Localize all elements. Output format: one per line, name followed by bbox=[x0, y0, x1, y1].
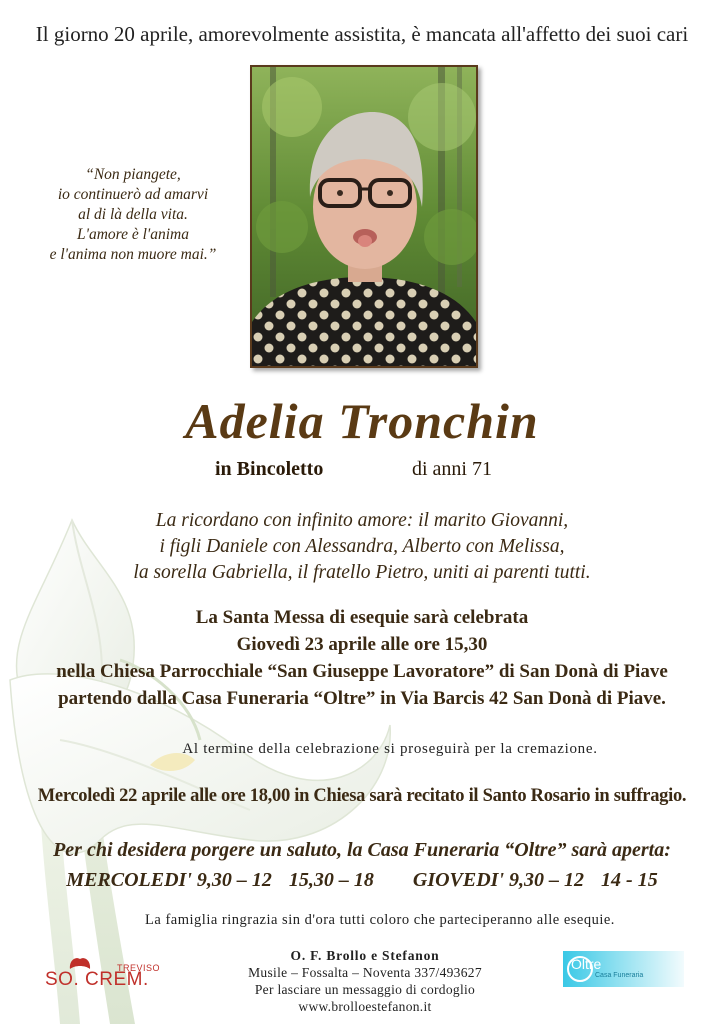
schedule-item: MERCOLEDI' 9,30 – 12 bbox=[66, 869, 272, 891]
mass-line: La Santa Messa di esequie sarà celebrata bbox=[195, 607, 529, 628]
quote-line: “Non piangete, bbox=[85, 166, 181, 183]
memorial-quote bbox=[38, 165, 228, 265]
quote-line: io continuerò ad amarvi bbox=[57, 186, 209, 203]
mourners-line: i figli Daniele con Alessandra, Alberto con Melissa, bbox=[159, 536, 565, 557]
family-thanks: La famiglia ringrazia sin d'ora tutti coloro che parteciperanno alle esequie. bbox=[145, 912, 615, 928]
cremation-note: Al termine della celebrazione si proseguirà per la cremazione. bbox=[182, 741, 598, 757]
schedule-item: GIOVEDI' 9,30 – 12 bbox=[412, 869, 585, 891]
oltre-logo bbox=[563, 951, 684, 987]
schedule-item: 15,30 – 18 bbox=[288, 869, 374, 891]
visiting-schedule bbox=[0, 865, 724, 895]
rosary-note: Mercoledì 22 aprile alle ore 18,00 in Chiesa sarà recitato il Santo Rosario in suffragio. bbox=[37, 786, 687, 806]
quote-line: al di là della vita. bbox=[78, 206, 188, 223]
schedule-item: 14 - 15 bbox=[601, 869, 658, 891]
quote-line: e l'anima non muore mai.” bbox=[49, 246, 217, 263]
mass-line: nella Chiesa Parrocchiale “San Giuseppe Lavoratore” di San Donà di Piave bbox=[56, 661, 668, 682]
death-announcement: Il giorno 20 aprile, amorevolmente assistita, è mancata all'affetto dei suoi cari bbox=[35, 22, 689, 46]
funeral-mass-info bbox=[0, 604, 724, 712]
visiting-hours bbox=[0, 835, 724, 895]
married-name: in Bincoletto bbox=[215, 458, 324, 480]
portrait-frame bbox=[250, 65, 478, 368]
oltre-subtitle: Casa Funeraria bbox=[595, 972, 644, 979]
funeral-home-info bbox=[215, 947, 515, 1015]
visiting-intro: Per chi desidera porgere un saluto, la Casa Funeraria “Oltre” sarà aperta: bbox=[53, 839, 671, 861]
oltre-name: Oltre bbox=[571, 956, 602, 972]
age: di anni 71 bbox=[412, 458, 492, 480]
quote-line: L'amore è l'anima bbox=[77, 226, 189, 243]
socrem-logo bbox=[45, 955, 175, 995]
funeral-home-name: O. F. Brollo e Stefanon bbox=[290, 948, 440, 963]
socrem-name: SO. CREM. bbox=[45, 969, 149, 990]
condolence-message-note: Per lasciare un messaggio di cordoglio bbox=[254, 982, 476, 997]
socrem-region: TREVISO bbox=[117, 963, 161, 973]
deceased-name: Adelia Tronchin bbox=[185, 393, 539, 449]
mass-line: Giovedì 23 aprile alle ore 15,30 bbox=[236, 634, 488, 655]
mourners-line: la sorella Gabriella, il fratello Pietro, uniti ai parenti tutti. bbox=[133, 562, 591, 583]
mourners-line: La ricordano con infinito amore: il marito Giovanni, bbox=[155, 510, 569, 531]
funeral-home-website: www.brolloestefanon.it bbox=[298, 999, 432, 1014]
funeral-home-locations: Musile – Fossalta – Noventa 337/493627 bbox=[248, 965, 482, 980]
portrait-photo bbox=[252, 67, 476, 366]
mass-line: partendo dalla Casa Funeraria “Oltre” in Via Barcis 42 San Donà di Piave. bbox=[58, 688, 666, 709]
mourners-paragraph bbox=[0, 508, 724, 586]
